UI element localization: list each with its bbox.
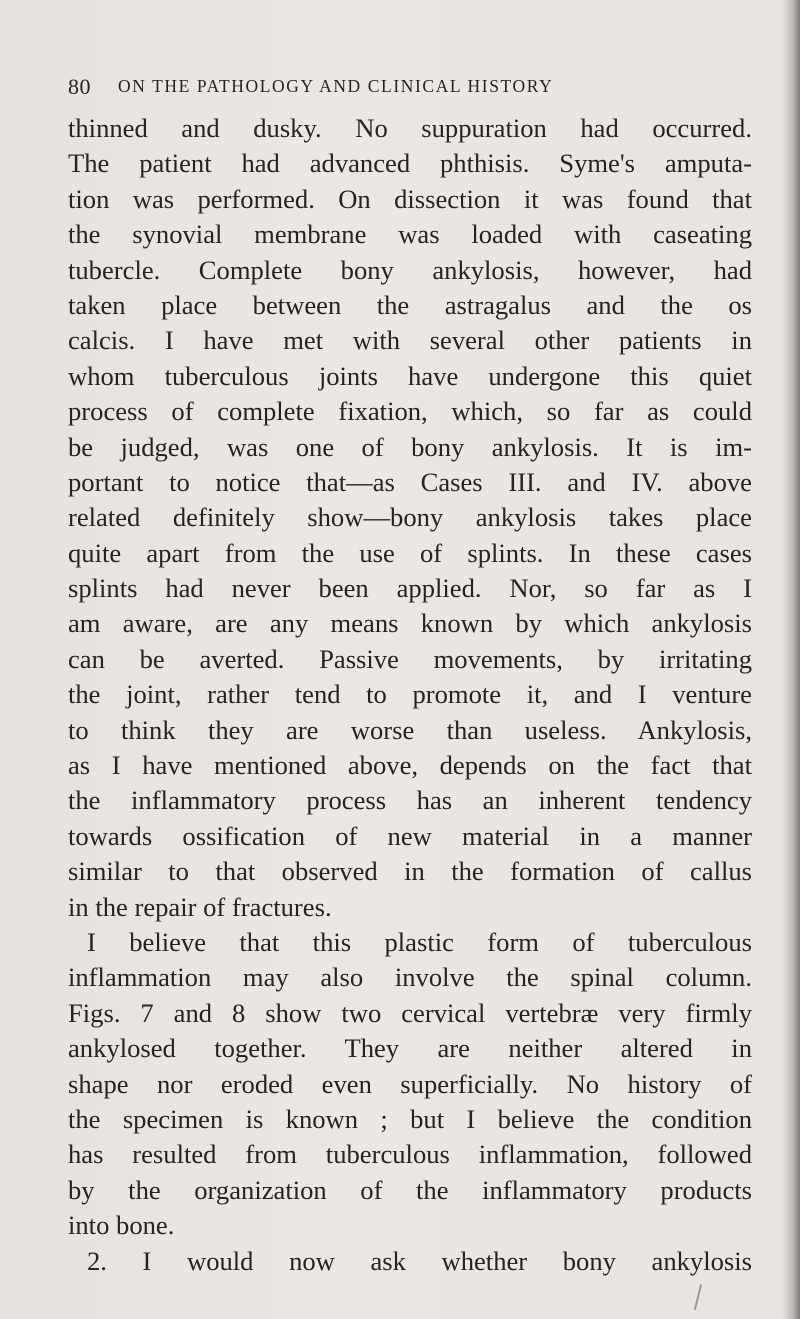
- text-line: can be averted. Passive movements, by irritating: [68, 643, 752, 674]
- text-line: am aware, are any means known by which ankylosis: [68, 608, 752, 639]
- text-line: the joint, rather tend to promote it, and I venture: [68, 679, 752, 710]
- text-line: process of complete fixation, which, so far as could: [68, 396, 752, 427]
- text-line: I believe that this plastic form of tuberculous: [87, 926, 752, 957]
- page-header: [68, 74, 748, 104]
- page-edge-shadow: [782, 0, 800, 1319]
- text-line: taken place between the astragalus and the os: [68, 289, 752, 320]
- text-line: portant to notice that—as Cases III. and IV. above: [68, 466, 752, 497]
- text-line: by the organization of the inflammatory products: [68, 1174, 752, 1205]
- text-line: has resulted from tuberculous inflammation, followed: [68, 1139, 752, 1170]
- text-line: into bone.: [68, 1210, 175, 1241]
- text-line: similar to that observed in the formation of callus: [68, 856, 752, 887]
- text-line: the inflammatory process has an inherent tendency: [68, 785, 752, 816]
- text-line: the specimen is known ; but I believe the condition: [68, 1103, 752, 1134]
- text-line: splints had never been applied. Nor, so far as I: [68, 573, 752, 604]
- text-line: shape nor eroded even superficially. No history of: [68, 1068, 752, 1099]
- text-line: whom tuberculous joints have undergone this quiet: [68, 360, 752, 391]
- text-line: be judged, was one of bony ankylosis. It is im-: [68, 431, 752, 462]
- text-line: to think they are worse than useless. Ankylosis,: [68, 714, 752, 745]
- running-title: ON THE PATHOLOGY AND CLINICAL HISTORY: [118, 76, 554, 96]
- text-line: tion was performed. On dissection it was found that: [68, 183, 752, 214]
- text-line: tubercle. Complete bony ankylosis, however, had: [68, 254, 752, 285]
- text-line: ankylosed together. They are neither altered in: [68, 1033, 752, 1064]
- text-line: The patient had advanced phthisis. Syme's amputa-: [68, 148, 752, 179]
- body-text: [68, 111, 752, 1279]
- page-number: 80: [68, 74, 91, 99]
- text-line: quite apart from the use of splints. In these cases: [68, 537, 752, 568]
- text-line: 2. I would now ask whether bony ankylosis: [87, 1245, 752, 1276]
- text-line: related definitely show—bony ankylosis takes place: [68, 502, 752, 533]
- text-line: Figs. 7 and 8 show two cervical vertebræ very firmly: [68, 997, 752, 1028]
- text-line: the synovial membrane was loaded with caseating: [68, 219, 752, 250]
- text-line: as I have mentioned above, depends on the fact that: [68, 750, 752, 781]
- text-line: inflammation may also involve the spinal column.: [68, 962, 752, 993]
- text-line: thinned and dusky. No suppuration had occurred.: [68, 113, 752, 143]
- ink-mark: [694, 1284, 702, 1310]
- text-line: towards ossification of new material in a manner: [68, 820, 752, 851]
- text-line: calcis. I have met with several other patients in: [68, 325, 752, 356]
- text-line: in the repair of fractures.: [68, 891, 332, 922]
